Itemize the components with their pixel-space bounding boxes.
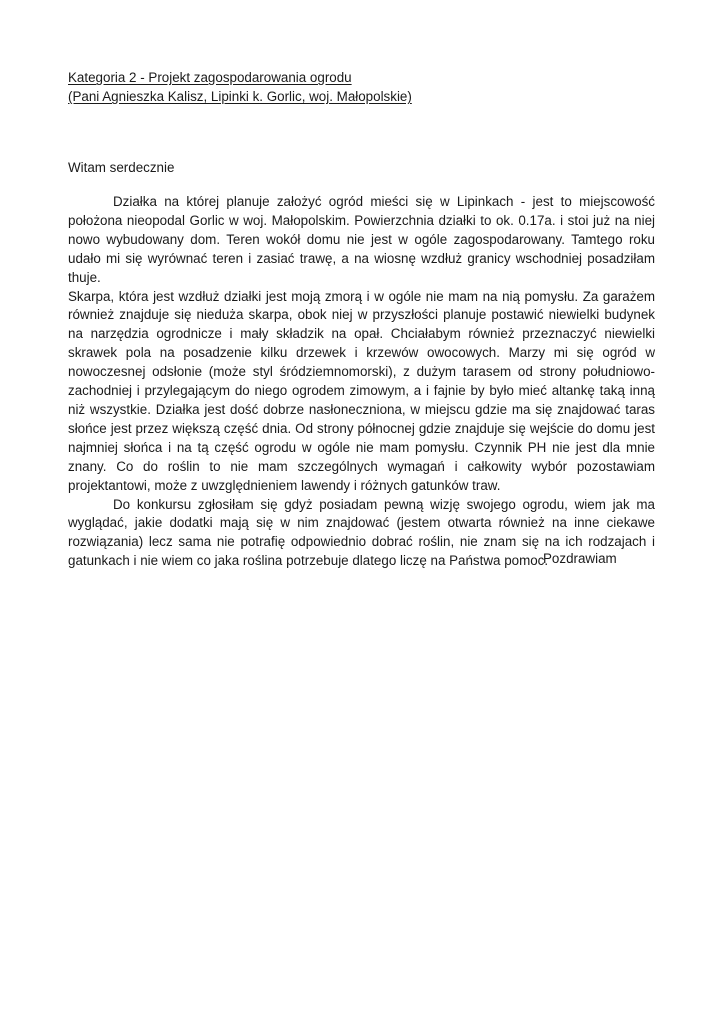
letter-body — [68, 193, 655, 571]
greeting: Witam serdecznie — [68, 160, 175, 175]
title-line-author: (Pani Agnieszka Kalisz, Lipinki k. Gorlic, woj. Małopolskie) — [68, 89, 412, 104]
closing-signoff: Pozdrawiam — [543, 551, 617, 566]
document-title — [68, 68, 628, 106]
paragraph-plot-description: Działka na której planuje założyć ogród mieści się w Lipinkach - jest to miejscowość położona nieopodal Gorlic w woj. Małopolskim. Powierzchnia działki to ok. 0.17a. i stoi już na niej nowo wybudowany dom. Teren wokół domu nie jest w ogóle zagospodarowany. Tamtego roku udało mi się wyrównać teren i zasiać trawę, a na wiosnę wzdłuż granicy wschodniej posadziłam thuje. — [68, 194, 655, 285]
paragraph-contest-motivation: Do konkursu zgłosiłam się gdyż posiadam pewną wizję swojego ogrodu, wiem jak ma wyglądać, jakie dodatki mają się w nim znajdować (jestem otwarta również na inne ciekawe rozwiązania) lecz sama nie potrafię odpowiednio dobrać roślin, nie znam się na ich rodzajach i gatunkach i nie wiem co jaka roślina potrzebuje dlatego liczę na Państwa pomoc. — [68, 496, 655, 569]
title-line-category: Kategoria 2 - Projekt zagospodarowania ogrodu — [68, 70, 352, 85]
paragraph-garden-wishes: Skarpa, która jest wzdłuż działki jest moją zmorą i w ogóle nie mam na nią pomysłu. Za garażem również znajduje się nieduża skarpa, obok niej w przyszłości planuje postawić niewielki budynek na narzędzia ogrodnicze i mały składzik na opał. Chciałabym również przeznaczyć niewielki skrawek pola na posadzenie kilku drzewek i krzewów owocowych. Marzy mi się ogród w nowoczesnej odsłonie (może styl śródziemnomorski), z dużym tarasem od strony południowo- zachodniej i przylegającym do niego ogrodem zimowym, a i fajnie by było mieć altankę taką inną niż wszystkie. Działka jest dość dobrze nasłoneczniona, w miejscu gdzie ma się znajdować taras słońce jest przez większą część dnia. Od strony północnej gdzie znajduje się wejście do domu jest najmniej słońca i na tą część ogrodu w ogóle nie mam pomysłu. Czynnik PH nie jest dla mnie znany. Co do roślin to nie mam szczególnych wymagań i całkowity wybór pozostawiam projektantowi, może z uwzględnieniem lawendy i różnych gatunków traw. — [68, 288, 655, 493]
